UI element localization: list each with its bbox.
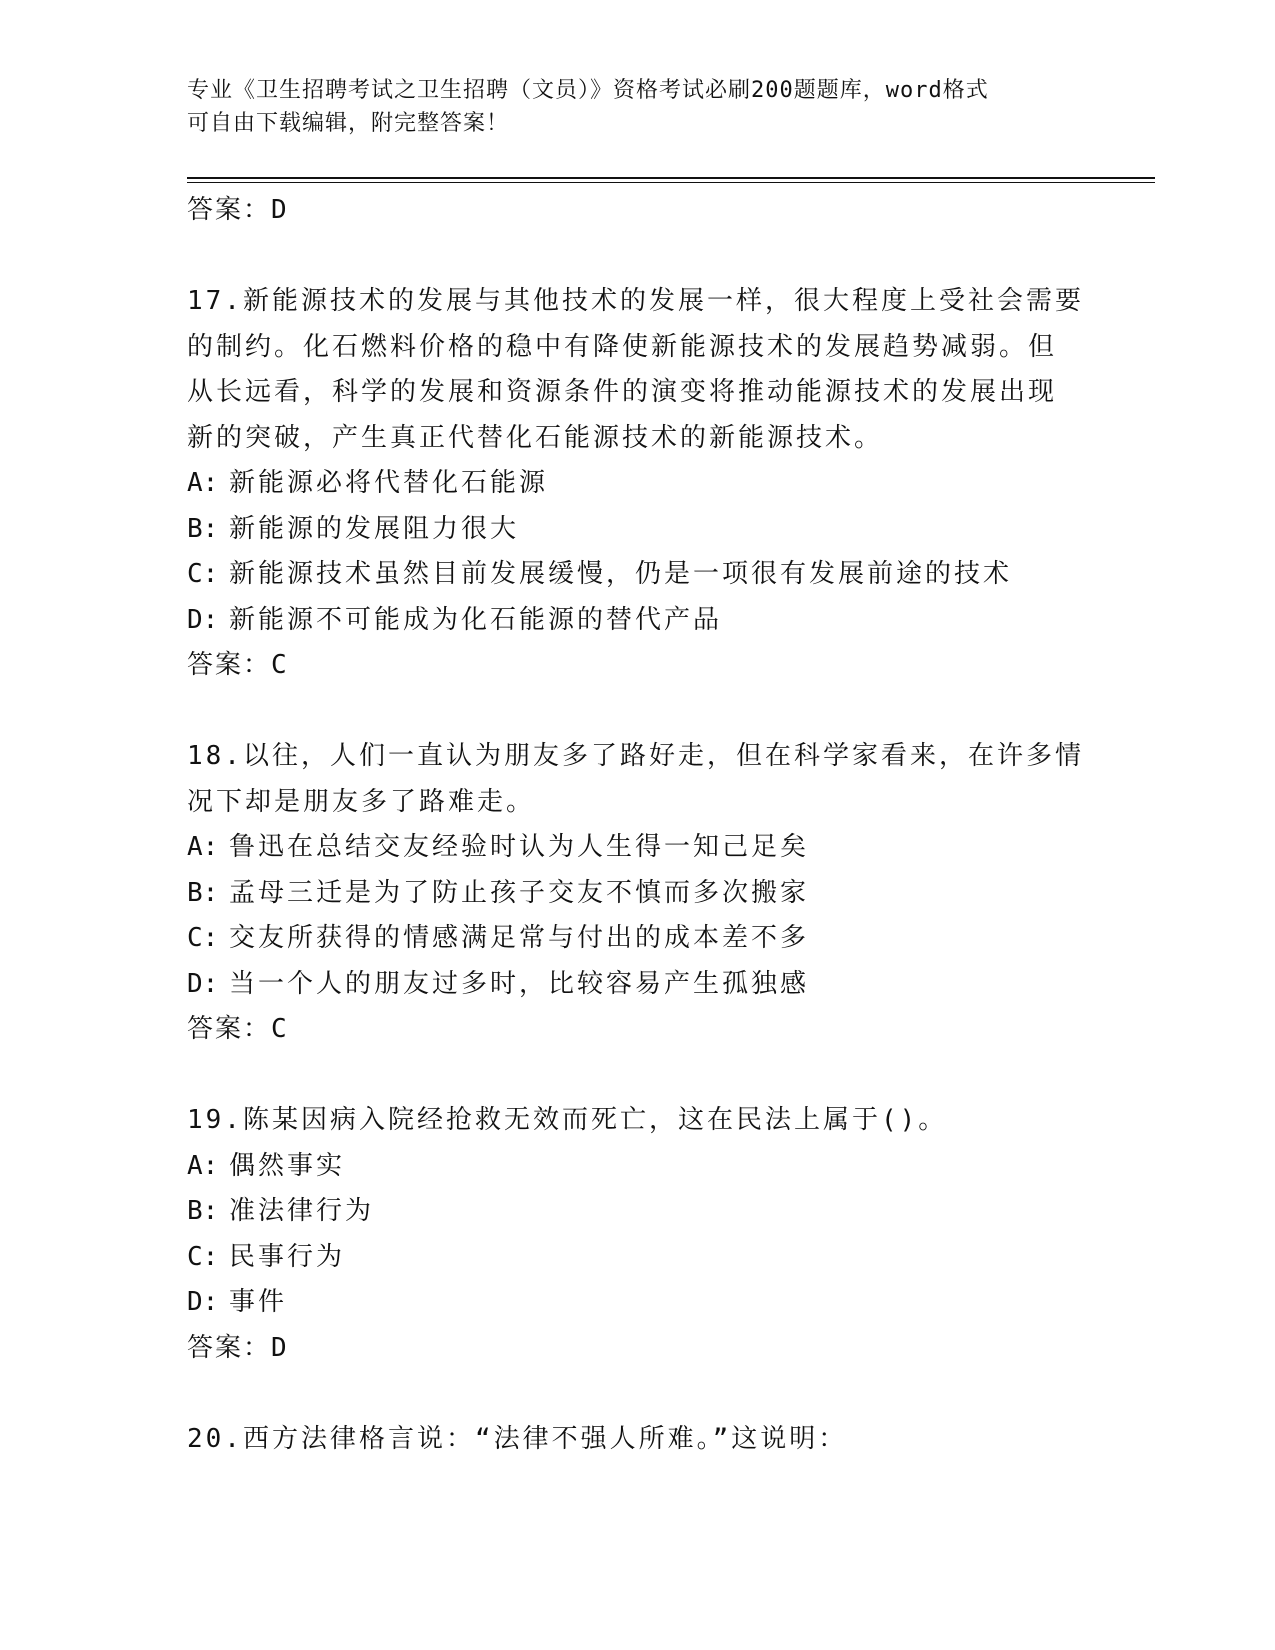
option-text: 事件 <box>229 1287 288 1317</box>
option-text: 交友所获得的情感满足常与付出的成本差不多 <box>229 923 810 953</box>
question-text-line: 从长远看，科学的发展和资源条件的演变将推动能源技术的发展出现 <box>187 377 1058 407</box>
option-c <box>187 1235 1087 1281</box>
question-text-line: 18.以往，人们一直认为朋友多了路好走，但在科学家看来，在许多情 <box>187 741 1084 771</box>
option-key: B: <box>187 513 219 544</box>
question-text-line: 新的突破，产生真正代替化石能源技术的新能源技术。 <box>187 422 884 453</box>
option-a <box>187 1144 1087 1190</box>
question-block <box>187 734 1087 1053</box>
option-text: 鲁迅在总结交友经验时认为人生得一知己足矣 <box>229 832 810 862</box>
question-block <box>187 1417 1087 1463</box>
option-c <box>187 916 1087 962</box>
option-c <box>187 552 1087 598</box>
document-header <box>187 74 1067 140</box>
question-text-line: 况下却是朋友多了路难走。 <box>187 786 536 817</box>
option-text: 新能源不可能成为化石能源的替代产品 <box>229 604 723 635</box>
answer-line: 答案：C <box>187 650 289 680</box>
answer-line: 答案：C <box>187 1014 289 1044</box>
option-b <box>187 1189 1087 1235</box>
header-divider-thin <box>187 182 1155 183</box>
spacer <box>187 689 1087 735</box>
answer-line: 答案：D <box>187 195 289 225</box>
option-d <box>187 962 1087 1008</box>
option-text: 民事行为 <box>229 1241 346 1272</box>
option-b <box>187 871 1087 917</box>
option-text: 当一个人的朋友过多时，比较容易产生孤独感 <box>229 968 810 999</box>
option-d <box>187 598 1087 644</box>
spacer <box>187 234 1087 280</box>
option-key: C: <box>187 1241 219 1272</box>
option-key: D: <box>187 1287 219 1317</box>
option-key: B: <box>187 1196 219 1226</box>
option-b <box>187 507 1087 553</box>
option-key: C: <box>187 923 219 953</box>
header-line: 专业《卫生招聘考试之卫生招聘（文员）》资格考试必刷200题题库，word格式 <box>187 78 989 103</box>
spacer <box>187 1053 1087 1099</box>
option-d <box>187 1280 1087 1326</box>
option-key: C: <box>187 559 219 589</box>
option-text: 准法律行为 <box>229 1196 375 1226</box>
option-text: 新能源的发展阻力很大 <box>229 513 520 544</box>
document-body <box>187 188 1087 1462</box>
option-text: 偶然事实 <box>229 1150 346 1181</box>
question-block <box>187 1098 1087 1371</box>
option-a <box>187 461 1087 507</box>
option-a <box>187 825 1087 871</box>
header-line: 可自由下载编辑，附完整答案！ <box>187 111 510 136</box>
option-key: B: <box>187 877 219 908</box>
spacer <box>187 1371 1087 1417</box>
answer-line: 答案：D <box>187 1332 289 1363</box>
option-text: 新能源技术虽然目前发展缓慢，仍是一项很有发展前途的技术 <box>229 559 1013 589</box>
header-divider-thick <box>187 177 1155 179</box>
option-text: 新能源必将代替化石能源 <box>229 468 549 498</box>
option-key: A: <box>187 1150 219 1181</box>
question-text-line: 20.西方法律格言说：“法律不强人所难。”这说明： <box>187 1423 848 1454</box>
option-key: D: <box>187 604 219 635</box>
option-key: A: <box>187 832 219 862</box>
option-text: 孟母三迁是为了防止孩子交友不慎而多次搬家 <box>229 877 810 908</box>
question-block <box>187 279 1087 689</box>
question-text-line: 17.新能源技术的发展与其他技术的发展一样，很大程度上受社会需要 <box>187 286 1084 316</box>
question-text-line: 的制约。化石燃料价格的稳中有降使新能源技术的发展趋势减弱。但 <box>187 331 1058 362</box>
option-key: D: <box>187 968 219 999</box>
option-key: A: <box>187 468 219 498</box>
question-text-line: 19.陈某因病入院经抢救无效而死亡，这在民法上属于()。 <box>187 1105 948 1135</box>
